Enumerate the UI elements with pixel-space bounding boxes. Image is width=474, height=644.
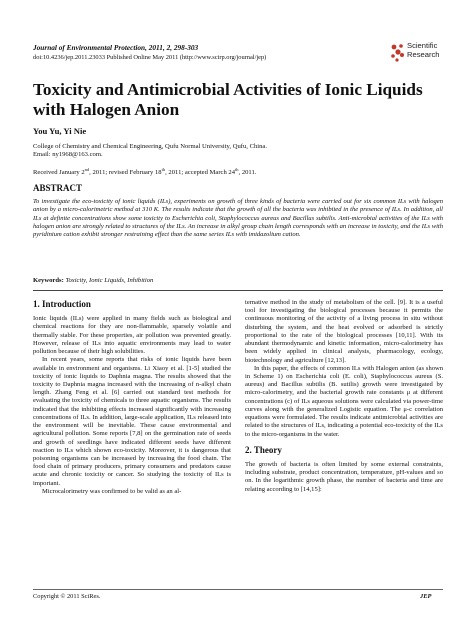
keywords	[33, 277, 153, 284]
date-accepted: , 2011; accepted March 24	[165, 169, 236, 177]
theory-heading: 2. Theory	[245, 444, 282, 455]
right-column	[245, 299, 443, 494]
introduction-heading: 1. Introduction	[33, 299, 91, 309]
intro-paragraph-continued: ternative method in the study of metabolism of the cell. [9]. It is a useful tool for investigating the biological processes because it permits the continuous monitoring of the activity of a living process in situ without disturbing the system, and the heat evolved or adsorbed is strictly proportional to the rate of the biological processes [10,11]. With its abundant thermodynamic and kinetic information, micro-calorimetry has been widely applied in clinical analysis, pharmacology, ecology, biotechnology and agriculture [12,13].	[245, 299, 443, 364]
date-revised: , 2011; revised February 18	[89, 169, 162, 177]
publisher-logo[interactable]	[390, 40, 454, 70]
theory-paragraph-1: The growth of bacteria is often limited by some external constraints, including substrate, product concentration, temperature, pH-values and so on. In the logarithmic growth phase, the number of bacteria and time are relating according to [14,15]:	[245, 460, 443, 493]
author-email[interactable]: Email: ny1968@163.com.	[33, 151, 103, 159]
footer-divider	[33, 589, 443, 590]
abstract-text: To investigate the eco-toxicity of ionic liquids (ILs), experiments on growth of three kinds of bacteria were carried out for six common ILs with halogen anion by a micro-calorimetric method at 310 K. The results indicate that the growth of all the bacteria was inhibited in the presence of ILs. In addition, all ILs at definite concentrations show some toxicity to Escherichia coli, Staphylococcus aureus and Bacillus subtilis. Anti-microbial activities of the ILs with halogen anion are strongly related to structures of the ILs. An increase in alkyl group chain length corresponds with an increase in toxicity, and the ILs with pyridinium cation exhibit stronger restraining effect than the same series ILs with imidazolium cation.	[33, 198, 443, 238]
affiliation-text: College of Chemistry and Chemical Engineering, Qufu Normal University, Qufu, China.	[33, 143, 267, 150]
article-title: Toxicity and Antimicrobial Activities of Ionic Liquids with Halogen Anion	[33, 80, 423, 119]
doi-line[interactable]: doi:10.4236/jep.2011.23033 Published Online May 2011 (http://www.scirp.org/journal/jep)	[33, 54, 267, 61]
footer-journal-abbrev: JEP	[420, 593, 432, 600]
keywords-label: Keywords:	[33, 277, 64, 284]
keywords-text: Toxicity, Ionic Liquids, Inhibition	[65, 277, 154, 284]
journal-citation: Journal of Environmental Protection, 2011, 2, 298-303	[33, 43, 199, 52]
left-column	[33, 300, 231, 496]
intro-paragraph-4: In this paper, the effects of common ILs with Halogen anion (as shown in Scheme 1) on Escherichia coli (E. coli), Staphylococcus aureus (S. aureus) and Bacillus subtilis (B. sutilis) growth were investigated by micro-calorimetry, and the bacterial growth rate constants μ at different concentrations (c) of ILs aqueous solutions were calculated via power-time curves along with the generalized Logistic equation. The μ-c correlation equations were formulated. The results indicate antimicrobial activities are related to the structures of ILs, indicating a potential eco-toxicity of the ILs to the micro-organisms in the water.	[245, 364, 443, 438]
article-dates: Received January 2nd, 2011; revised February 18th, 2011; accepted March 24th, 2011.	[33, 167, 257, 177]
author-affiliation	[33, 143, 267, 159]
intro-paragraph-3: Microcalorimetry was confirmed to be valid as an al-	[42, 487, 182, 495]
section-divider	[33, 290, 443, 291]
publisher-logo-text	[407, 42, 440, 59]
abstract-heading: ABSTRACT	[33, 183, 83, 193]
publisher-logo-icon	[390, 43, 406, 63]
footer-copyright: Copyright © 2011 SciRes.	[33, 593, 101, 600]
logo-line-scientific: Scientific	[407, 41, 438, 50]
intro-paragraph-2: In recent years, some reports that risks of ionic liquids have been available in environment and organisms. Li Xiaoy et al. [1-5] studied the toxicity of ionic liquids to Daphnia magna. The results showed that the toxicity to Daphnia magna increased with the increasing of n-alkyl chain length. Zhang Feng et al. [6] carried out standard test methods for evaluating the toxicity of chemicals to three aquatic organisms. The results indicated that the inhibiting effects increased significantly with increasing concentrations of ILs. In addition, large-scale application, ILs released into the environment will be inevitable. These cause environmental and agricultural pollution. Some reports [7,8] on the germination rate of seeds and growth of seedlings have indicated different seeds have different reaction to ILs which shown eco-toxicity. Moreover, it is dangerous that poisoning organisms can be increased by increasing the food chain. The food chain of primary producers, primary consumers and predators cause acute and chronic toxicity or cancer. So studying the toxicity of ILs is important.	[33, 356, 231, 487]
intro-paragraph-1: Ionic liquids (ILs) were applied in many fields such as biological and chemical reactions for they are non-flammable, sparsely volatile and thermally stable. For these properties, air pollution was prevented greatly. However, release of ILs into aquatic environments may lead to water pollution because of their high solubilities.	[33, 315, 231, 356]
date-received: Received January 2	[33, 169, 85, 177]
article-authors: You Yu, Yi Nie	[33, 126, 87, 136]
logo-line-research: Research	[407, 49, 440, 59]
